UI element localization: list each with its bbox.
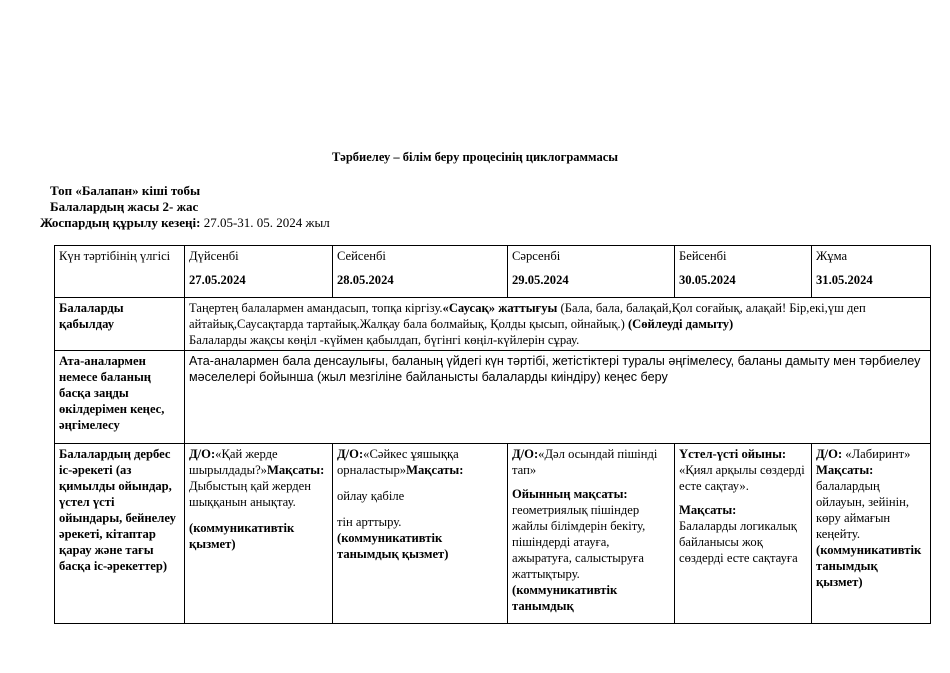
game-type-label: Д/О: bbox=[189, 447, 216, 461]
day-header-friday bbox=[812, 246, 931, 298]
goal-label: Ойынның мақсаты: bbox=[512, 487, 628, 501]
game-name: «Қай жерде шырылдады?» bbox=[189, 447, 278, 477]
game-type-label: Д/О: bbox=[816, 447, 843, 461]
plan-period bbox=[40, 215, 330, 231]
reception-row bbox=[55, 298, 931, 351]
finger-exercise-text: (Бала, бала, балақай,Қол соғайық, алақай! Бір,екі,үш деп айтайық,Саусақтарда тартайық.Жалқау бала болмайық, Қолды қысып, ойнайық.) bbox=[189, 301, 866, 331]
day-name: Дүйсенбі bbox=[189, 249, 239, 263]
day-date: 30.05.2024 bbox=[679, 273, 736, 287]
reception-text: Таңертең балалармен амандасып, топқа кіргізу. bbox=[189, 301, 443, 315]
speech-area: (Сөйлеуді дамыту) bbox=[627, 317, 734, 331]
reception-content bbox=[185, 298, 931, 351]
activity-tuesday bbox=[333, 444, 508, 624]
children-age: Балалардың жасы 2- жас bbox=[50, 199, 199, 214]
parents-row bbox=[55, 351, 931, 444]
reception-mood-text: Балаларды жақсы көңіл -күймен қабылдап, бүгінгі көңіл-күйлерін сұрау. bbox=[189, 333, 580, 347]
game-name: «Дәл осындай пішінді тап» bbox=[512, 447, 658, 477]
game-type-label: Д/О: bbox=[337, 447, 364, 461]
activity-area: (коммуникативтік танымдық bbox=[512, 583, 618, 613]
plan-period-value: 27.05-31. 05. 2024 жыл bbox=[200, 215, 330, 230]
parents-content: Ата-аналармен бала денсаулығы, баланың үйдегі күн тәртібі, жетістіктері туралы әңгімелесу, баланы дамыту мен тәрбиелеу мәселелері бойынша (жыл мезгіліне байланысты балаларды киіндіру) кеңес беру bbox=[185, 351, 931, 444]
game-type-label: Д/О: bbox=[512, 447, 539, 461]
day-name: Сейсенбі bbox=[337, 249, 386, 263]
finger-exercise-title: «Саусақ» жаттығуы bbox=[442, 301, 558, 315]
day-header-tuesday bbox=[333, 246, 508, 298]
game-type-label: Үстел-үсті ойыны: bbox=[679, 447, 787, 461]
cyclogram-table bbox=[54, 245, 931, 624]
goal-text: Балаларды логикалық байланысы жоқ сөздерді есте сақтауға bbox=[679, 519, 798, 565]
day-header-thursday bbox=[675, 246, 812, 298]
goal-text-line2: тін арттыру. bbox=[337, 515, 402, 529]
day-name: Жұма bbox=[816, 249, 848, 263]
activity-area: (коммуникативтік танымдық қызмет) bbox=[816, 543, 922, 589]
activity-area: (коммуникативтік қызмет) bbox=[189, 521, 295, 551]
activity-thursday bbox=[675, 444, 812, 624]
goal-label: Мақсаты: bbox=[266, 463, 325, 477]
game-name: «Сәйкес ұяшыққа орналастыр» bbox=[337, 447, 459, 477]
activity-friday bbox=[812, 444, 931, 624]
reception-stub: Балаларды қабылдау bbox=[55, 298, 185, 351]
activities-row bbox=[55, 444, 931, 624]
group-name: Топ «Балапан» кіші тобы bbox=[50, 183, 201, 198]
goal-text: геометриялық пішіндер жайлы білімдерін бекіту, пішіндерді атауға, ажыратуға, салыстыруға жаттықтыру. bbox=[512, 503, 646, 581]
header-stub: Күн тәртібінің үлгісі bbox=[55, 246, 185, 298]
header-row bbox=[55, 246, 931, 298]
day-date: 31.05.2024 bbox=[816, 273, 873, 287]
page-title: Тәрбиелеу – білім беру процесінің циклограммасы bbox=[331, 150, 619, 164]
day-date: 27.05.2024 bbox=[189, 273, 246, 287]
day-date: 28.05.2024 bbox=[337, 273, 394, 287]
goal-text: Дыбыстың қай жерден шыққанын анықтау. bbox=[189, 479, 311, 509]
activities-stub: Балалардың дербес іс-әрекеті (аз қимылды ойындар, үстел үсті ойындары, бейнелеу әрекеті, кітаптар қарау және тағы басқа іс-әрекеттер) bbox=[55, 444, 185, 624]
parents-stub: Ата-аналармен немесе баланың басқа заңды өкілдерімен кеңес, әңгімелесу bbox=[55, 351, 185, 444]
day-date: 29.05.2024 bbox=[512, 273, 569, 287]
goal-label: Мақсаты: bbox=[816, 463, 874, 477]
plan-period-label: Жоспардың құрылу кезеңі: bbox=[40, 215, 201, 230]
game-name: «Қиял арқылы сөздерді есте сақтау». bbox=[679, 463, 805, 493]
activity-monday bbox=[185, 444, 333, 624]
activity-area: (коммуникативтік танымдық қызмет) bbox=[337, 531, 449, 561]
goal-label: Мақсаты: bbox=[406, 463, 464, 477]
day-header-monday bbox=[185, 246, 333, 298]
goal-label: Мақсаты: bbox=[679, 503, 737, 517]
day-name: Сәрсенбі bbox=[512, 249, 561, 263]
goal-text-line1: ойлау қабіле bbox=[337, 489, 405, 503]
game-name: «Лабиринт» bbox=[842, 447, 911, 461]
activity-wednesday bbox=[508, 444, 675, 624]
day-name: Бейсенбі bbox=[679, 249, 727, 263]
day-header-wednesday bbox=[508, 246, 675, 298]
goal-text: балалардың ойлауын, зейінін, көру аймағын кеңейту. bbox=[816, 479, 909, 541]
